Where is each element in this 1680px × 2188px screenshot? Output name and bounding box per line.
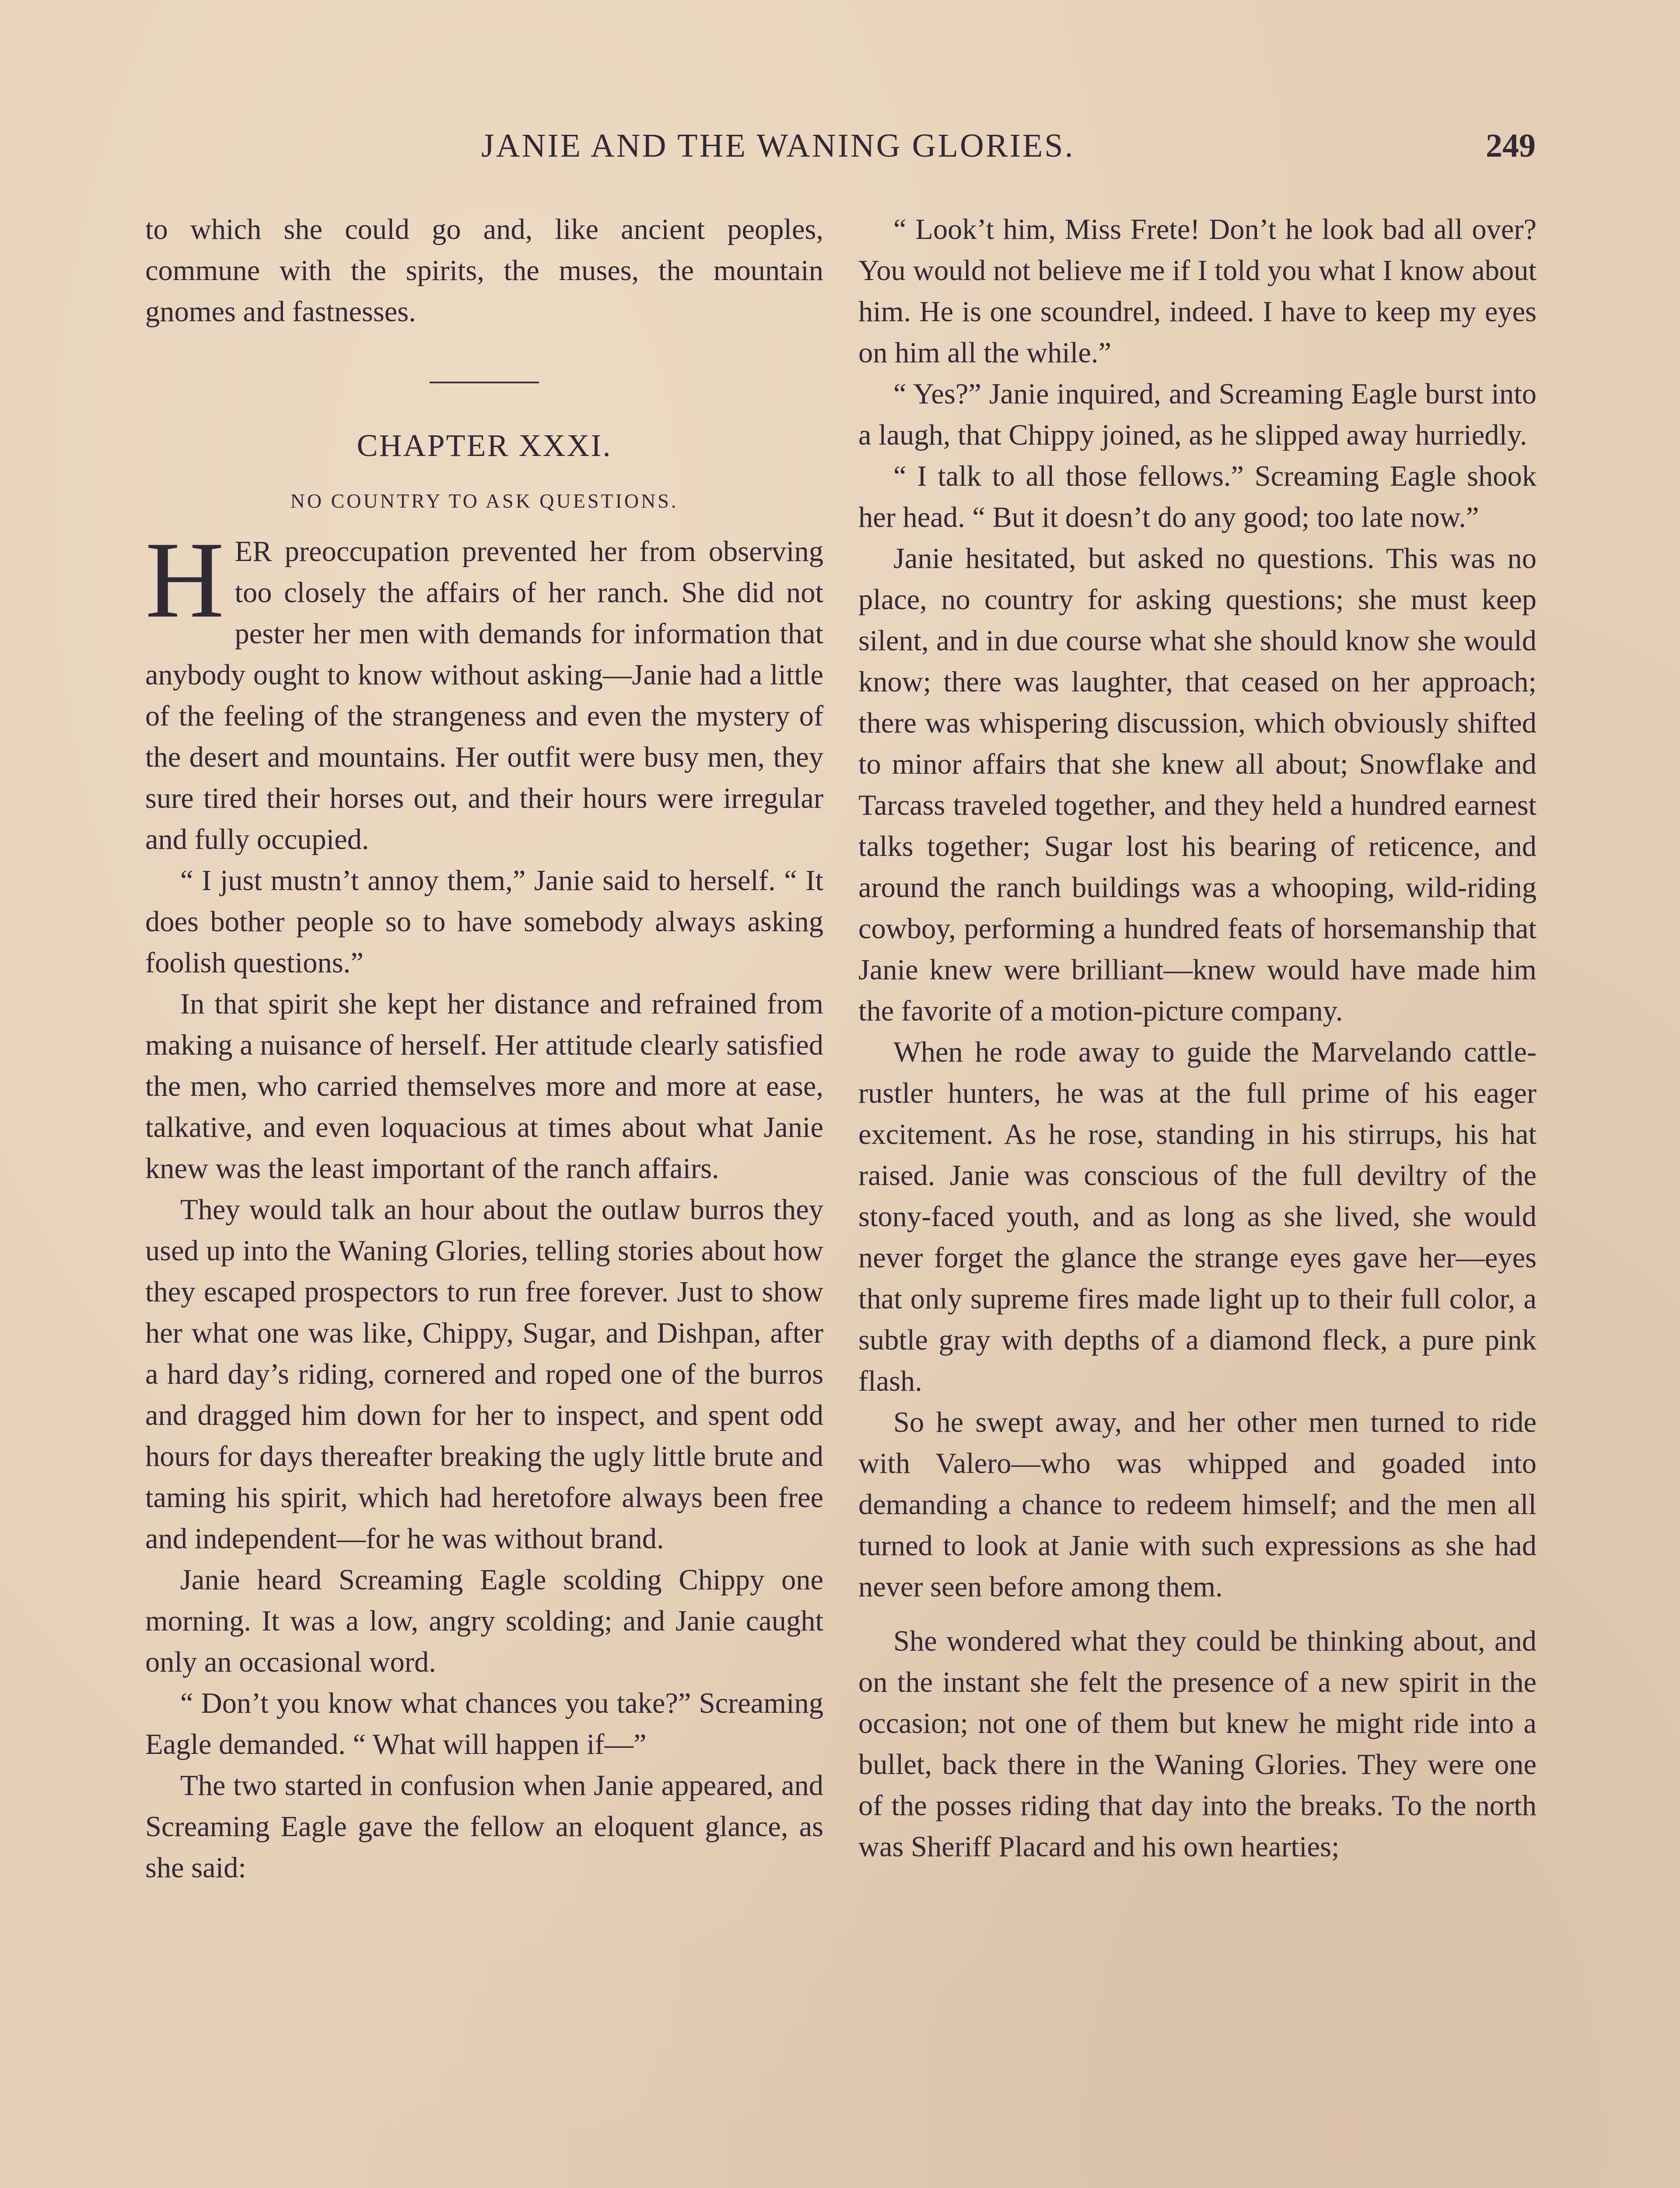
left-column	[145, 209, 823, 1889]
paragraph-opening-text: ER preoccupation prevented her from observing too closely the affairs of her ranch. She did not pester her men with demands for information that anybody ought to know without asking—Janie had a little of the feeling of the strangeness and even the mystery of the desert and mountains. Her outfit were busy men, they sure tired their horses out, and their hours were irregular and fully occupied.	[145, 536, 823, 856]
paragraph: “ Look’t him, Miss Frete! Don’t he look bad all over? You would not believe me if I told you what I know about him. He is one scoundrel, indeed. I have to keep my eyes on him all the while.”	[858, 214, 1536, 369]
right-column	[858, 209, 1536, 1868]
running-head: JANIE AND THE WANING GLORIES.	[481, 127, 1075, 164]
chapter-title: CHAPTER XXXI.	[357, 428, 612, 463]
page-header	[0, 127, 1680, 179]
paragraph: She wondered what they could be thinking about, and on the instant she felt the presence of a new spirit in the occasion; not one of them but knew he might ride into a bullet, back there in the Waning Glories. They were one of the posses riding that day into the breaks. To the north was Sheriff Placard and his own hearties;	[858, 1625, 1536, 1863]
chapter-subtitle: NO COUNTRY TO ASK QUESTIONS.	[290, 490, 679, 512]
page-number: 249	[1486, 127, 1536, 164]
paragraph-intro: to which she could go and, like ancient peoples, commune with the spirits, the muses, the mountain gnomes and fastnesses.	[145, 214, 823, 328]
paragraph: “ Don’t you know what chances you take?” Screaming Eagle demanded. “ What will happen if—”	[145, 1687, 823, 1760]
paragraph: In that spirit she kept her distance and refrained from making a nuisance of herself. Her attitude clearly satisfied the men, who carried themselves more and more at ease, talkative, and even loquacious at times about what Janie knew was the least important of the ranch affairs.	[145, 988, 823, 1185]
paragraph: When he rode away to guide the Marvelando cattle-rustler hunters, he was at the full prime of his eager excitement. As he rose, standing in his stirrups, his hat raised. Janie was conscious of the full deviltry of the stony-faced youth, and as long as she lived, she would never forget the glance the strange eyes gave her—eyes that only supreme fires made light up to their full color, a subtle gray with depths of a diamond fleck, a pure pink flash.	[858, 1036, 1536, 1397]
paragraph: So he swept away, and her other men turned to ride with Valero—who was whipped and goaded into demanding a chance to redeem himself; and the men all turned to look at Janie with such expressions as she had never seen before among them.	[858, 1406, 1536, 1603]
paragraph-opening	[145, 519, 823, 860]
paragraph: “ I talk to all those fellows.” Screaming Eagle shook her head. “ But it doesn’t do any good; too late now.”	[858, 460, 1536, 533]
section-divider	[430, 382, 539, 383]
paragraph: “ Yes?” Janie inquired, and Screaming Eagle burst into a laugh, that Chippy joined, as he slipped away hurriedly.	[858, 378, 1536, 451]
paragraph: Janie heard Screaming Eagle scolding Chippy one morning. It was a low, angry scolding; and Janie caught only an occasional word.	[145, 1564, 823, 1678]
paragraph: They would talk an hour about the outlaw burros they used up into the Waning Glories, telling stories about how they escaped prospectors to run free forever. Just to show her what one was like, Chippy, Sugar, and Dishpan, after a hard day’s riding, cornered and roped one of the burros and dragged him down for her to inspect, and spent odd hours for days thereafter breaking the ugly little brute and taming his spirit, which had heretofore always been free and independent—for he was without brand.	[145, 1194, 823, 1555]
paragraph: The two started in confusion when Janie appeared, and Screaming Eagle gave the fellow an eloquent glance, as she said:	[145, 1770, 823, 1884]
paragraph: “ I just mustn’t annoy them,” Janie said to herself. “ It does bother people so to have somebody always asking foolish questions.”	[145, 865, 823, 979]
drop-cap: H	[145, 519, 224, 641]
paragraph: Janie hesitated, but asked no questions. This was no place, no country for asking questions; she must keep silent, and in due course what she should know she would know; there was laughter, that ceased on her approach; there was whispering discussion, which obviously shifted to minor affairs that she knew all about; Snowflake and Tarcass traveled together, and they held a hundred earnest talks together; Sugar lost his bearing of reticence, and around the ranch buildings was a whooping, wild-riding cowboy, performing a hundred feats of horsemanship that Janie knew were brilliant—knew would have made him the favorite of a motion-picture company.	[858, 543, 1536, 1027]
